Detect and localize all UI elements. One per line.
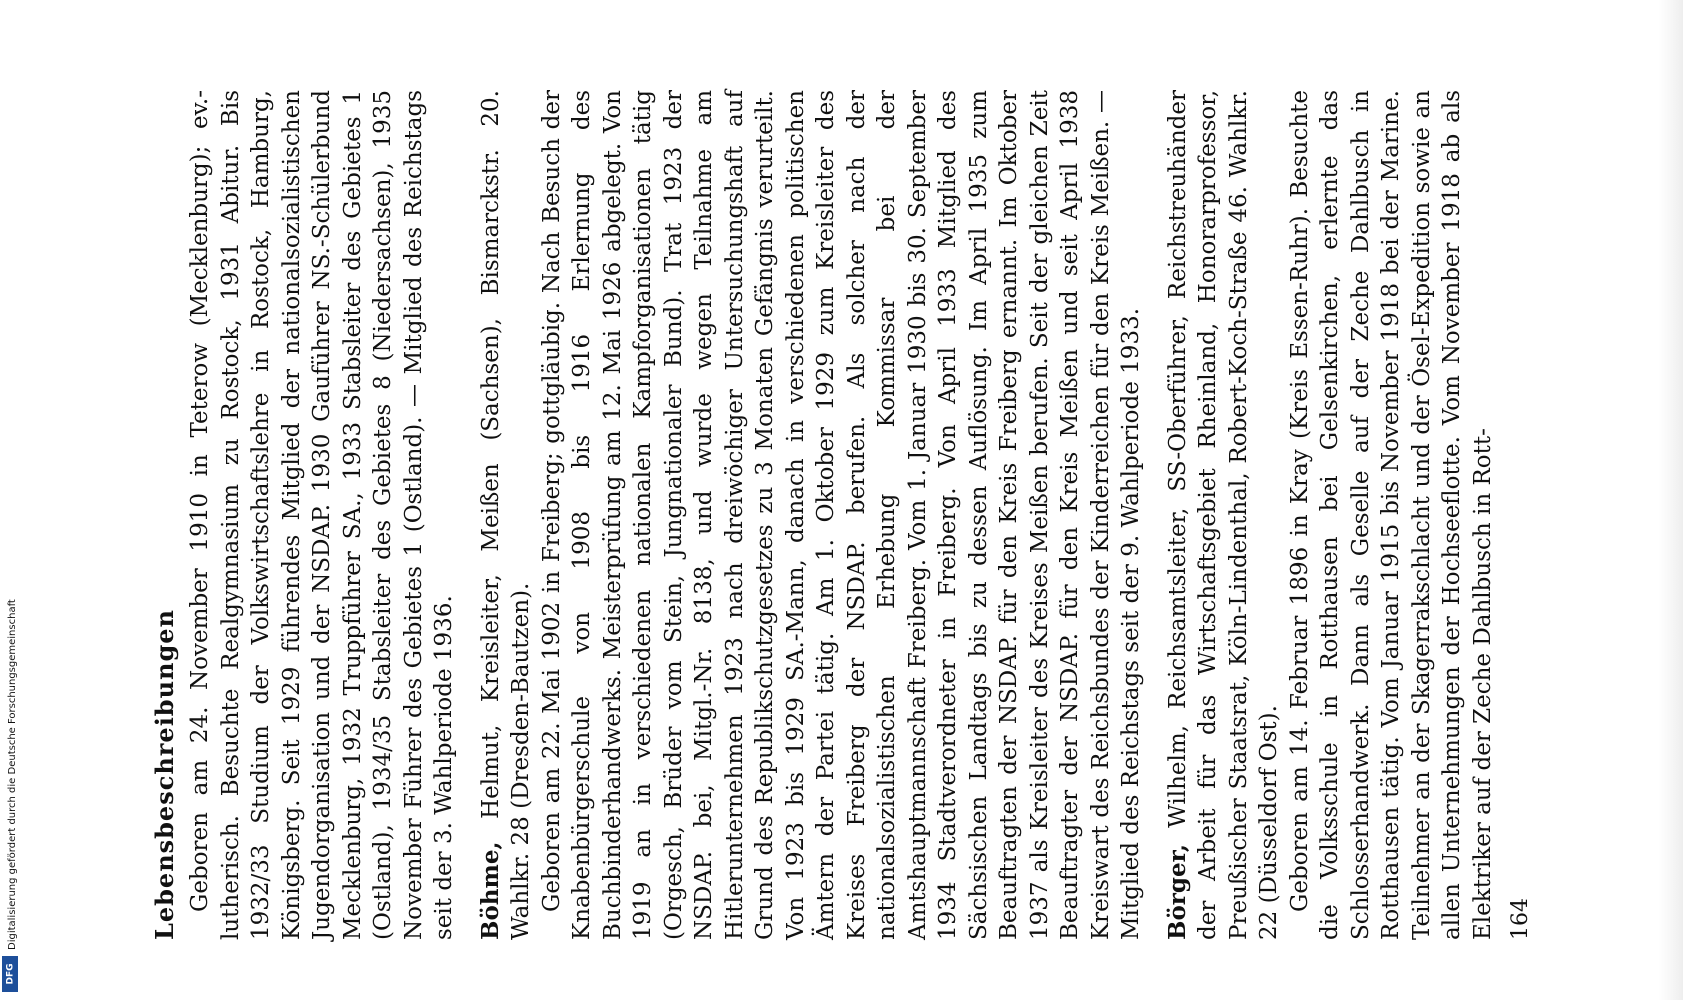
page-edge-shadow bbox=[1659, 0, 1683, 1000]
entry-text: Geboren am 24. November 1910 in Teterow (Mecklenburg); ev.-lutherisch. Besuchte Realgymnasium zu Rostock, 1931 Abitur. Bis 1932/33 Studium der Volkswirtschaftslehre in Rostock, Hamburg, Königsberg. Seit 1929 führendes Mitglied der nationalsozialistischen Jugendorganisation und der NSDAP. 1930 Gauführer NS.-Schülerbund Mecklenburg, 1932 Truppführer SA., 1933 Stabsleiter des Gebietes 1 (Ostland), 1934/35 Stabsleiter des Gebietes 8 (Niedersachsen), 1935 November Führer des Gebietes 1 (Ostland). — Mitglied des Reichstags seit der 3. Wahlperiode 1936. bbox=[187, 90, 457, 940]
entry-name: Böhme, bbox=[476, 841, 504, 940]
entry-body: Geboren am 22. Mai 1902 in Freiberg; gottgläubig. Nach Besuch der Knabenbürgerschule von 1908 bis 1916 Erlernung des Buchbinderhandwerks. Meisterprüfung am 12. Mai 1926 abgelegt. Von 1919 an in verschiedenen nationalen Kampforganisationen tätig (Orgesch, Brüder vom Stein, Jungnationaler Bund). Trat 1923 der NSDAP. bei, Mitgl.-Nr. 8138, und wurde wegen Teilnahme am Hitlerunternehmen 1923 nach dreiwöchiger Untersuchungshaft auf Grund des Republikschutzgesetzes zu 3 Monaten Gefängnis verurteilt. Von 1923 bis 1929 SA.-Mann, danach in verschiedenen politischen Ämtern der Partei tätig. Am 1. Oktober 1929 zum Kreisleiter des Kreises Freiberg der NSDAP. berufen. Als solcher nach der nationalsozialistischen Erhebung Kommissar bei der Amtshauptmannschaft Freiberg. Vom 1. Januar 1930 bis 30. September 1934 Stadtverordneter in Freiberg. Von April 1933 Mitglied des Sächsischen Landtags bis zu dessen Auflösung. Im April 1935 zum Beauftragten der NSDAP. für den Kreis Freiberg ernannt. Im Oktober 1937 als Kreisleiter des Kreises Meißen berufen. Seit der gleichen Zeit Beauftragter der NSDAP. für den Kreis Meißen und seit April 1938 Kreiswart des Reichsbundes der Kinderreichen für den Kreis Meißen. — Mitglied des Reichstags seit der 9. Wahlperiode 1933. bbox=[538, 90, 1144, 940]
entry-boehme bbox=[476, 90, 1147, 940]
entry-header: Helmut, Kreisleiter, Meißen (Sachsen), Bismarckstr. 20. Wahlkr. 28 (Dresden-Bautzen). bbox=[477, 90, 534, 940]
entry-boerger bbox=[1163, 90, 1499, 940]
entry-header: Wilhelm, Reichsamtsleiter, SS-Oberführer, Reichstreuhänder der Arbeit für das Wirtschaftsgebiet Rheinland, Honorarprofessor, Preußischer Staatsrat, Köln-Lindenthal, Robert-Koch-Straße 46. Wahlkr. 22 (Düsseldorf Ost). bbox=[1164, 90, 1282, 940]
page-number: 164 bbox=[1508, 898, 1533, 940]
dfg-logo: DFG bbox=[2, 956, 18, 992]
section-title: Lebensbeschreibungen bbox=[150, 609, 179, 940]
entry-name: Börger, bbox=[1163, 843, 1191, 940]
entry-body: Geboren am 14. Februar 1896 in Kray (Kreis Essen-Ruhr). Besuchte die Volksschule in Rotthausen bei Gelsenkirchen, erlernte das Schlosserhandwerk. Dann als Geselle auf der Zeche Dahlbusch in Rotthausen tätig. Vom Januar 1915 bis November 1918 bei der Marine. Teilnehmer an der Skagerrakschlacht und der Ösel-Expedition sowie an allen Unternehmungen der Hochseeflotte. Vom November 1918 ab als Elektriker auf der Zeche Dahlbusch in Rott- bbox=[1286, 90, 1496, 940]
rotated-page-content bbox=[130, 70, 1600, 960]
digitization-credit bbox=[0, 560, 22, 1000]
credit-text: Digitalisierung gefördert durch die Deutsche Forschungsgemeinschaft bbox=[7, 599, 18, 950]
